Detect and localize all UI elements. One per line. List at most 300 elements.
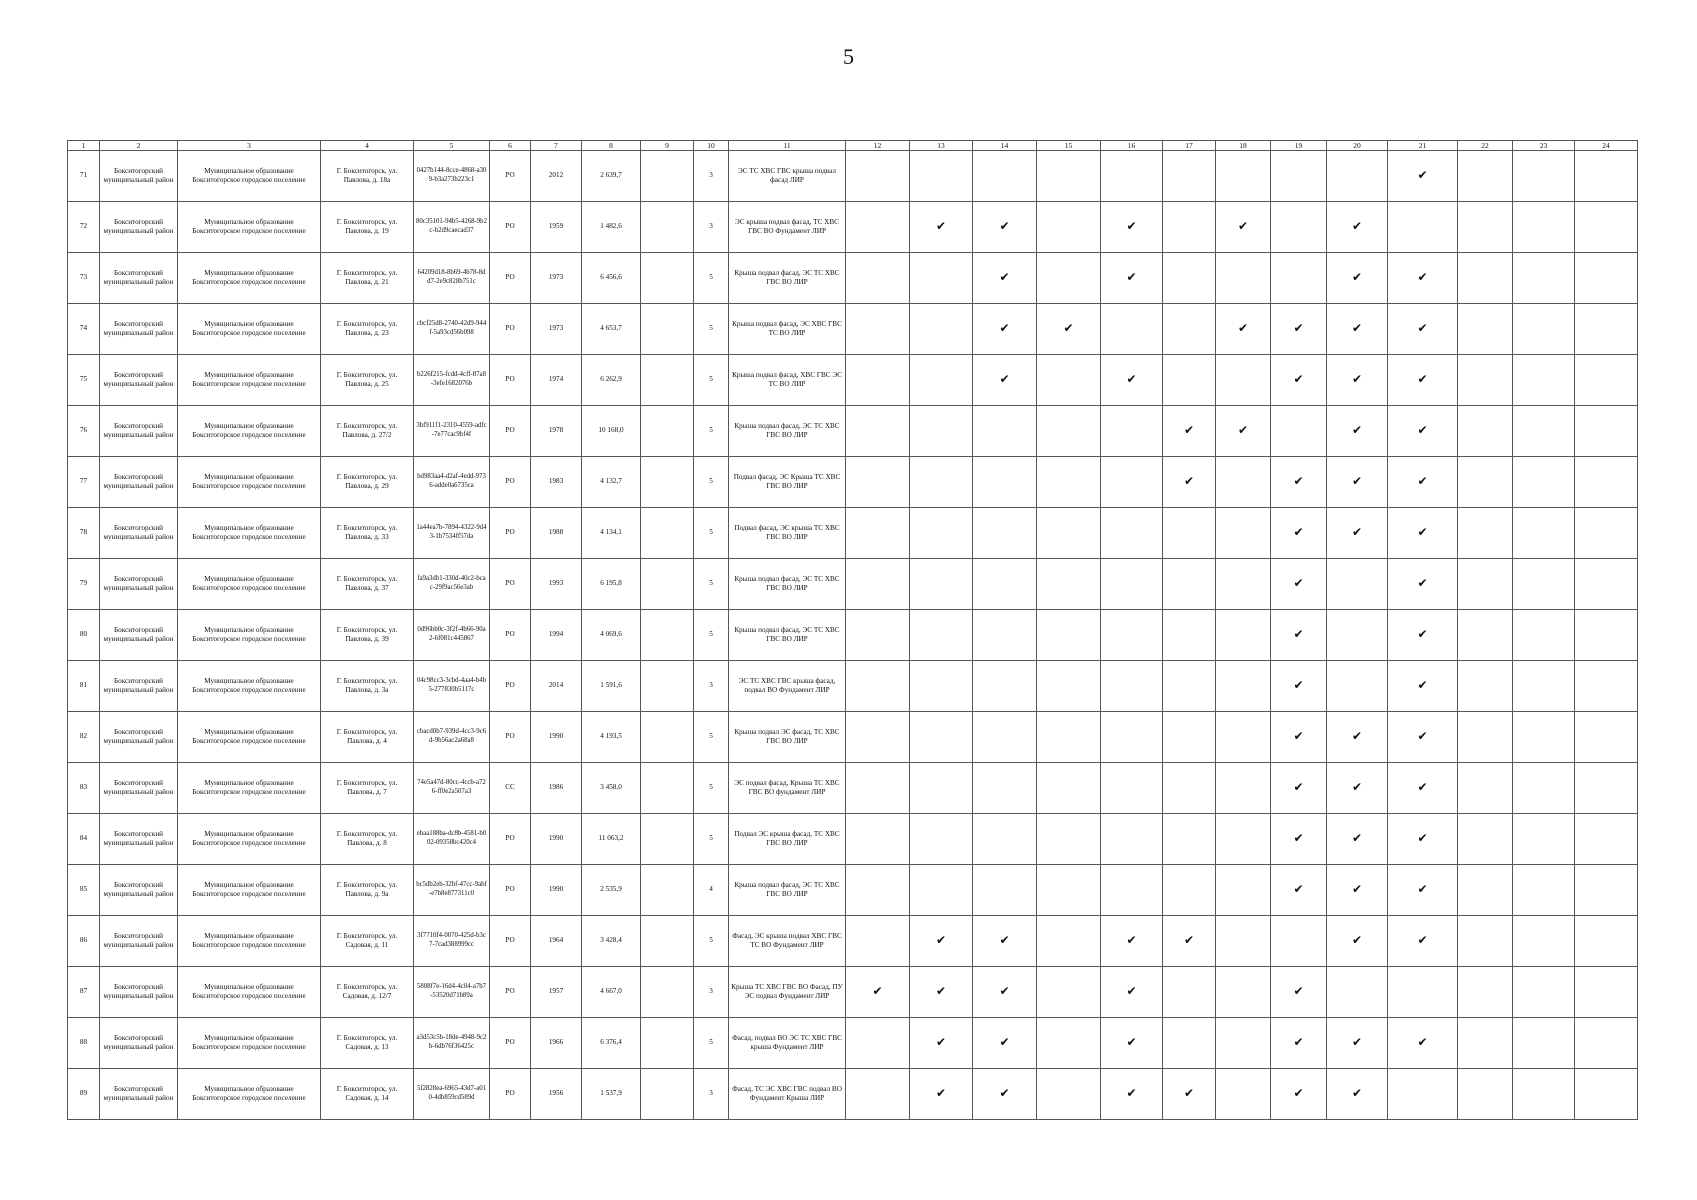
- empty-cell: [846, 1069, 910, 1120]
- build-year-cell: 1988: [531, 508, 582, 559]
- empty-cell: [1513, 814, 1575, 865]
- empty-cell: [1458, 457, 1513, 508]
- empty-cell: [973, 559, 1037, 610]
- house-code-cell: 04c98cc3-3cbd-4aa4-b4b5-277830b5117c: [414, 661, 490, 712]
- area-cell: 4 134,1: [582, 508, 641, 559]
- empty-cell: [1216, 661, 1271, 712]
- empty-cell: [1458, 916, 1513, 967]
- row-number-cell: 79: [68, 559, 100, 610]
- checkmark-icon: ✔: [1388, 559, 1458, 610]
- table-row: [68, 508, 1638, 559]
- col-9-cell: [641, 610, 694, 661]
- empty-cell: [1458, 967, 1513, 1018]
- municipality-cell: Муниципальное образование Бокситогорское городское поселение: [178, 916, 321, 967]
- row-number-cell: 84: [68, 814, 100, 865]
- column-number-cell: 7: [531, 141, 582, 151]
- col-9-cell: [641, 559, 694, 610]
- checkmark-icon: ✔: [973, 967, 1037, 1018]
- empty-cell: [1216, 457, 1271, 508]
- house-code-cell: 80c35101-94b5-4268-9b2c-b2d9caecad37: [414, 202, 490, 253]
- checkmark-icon: ✔: [846, 967, 910, 1018]
- empty-cell: [1458, 406, 1513, 457]
- empty-cell: [1216, 814, 1271, 865]
- district-cell: Бокситогорский муниципальный район: [100, 406, 178, 457]
- empty-cell: [1163, 610, 1216, 661]
- empty-cell: [846, 865, 910, 916]
- house-code-cell: bd983aa4-d2af-4edd-9736-adde0a6735ca: [414, 457, 490, 508]
- checkmark-icon: ✔: [910, 202, 973, 253]
- empty-cell: [1575, 559, 1638, 610]
- ownership-type-cell: РО: [490, 916, 531, 967]
- checkmark-icon: ✔: [973, 253, 1037, 304]
- empty-cell: [910, 661, 973, 712]
- works-list-cell: Крыша подвал фасад, ЭС ТС ХВС ГВС ВО ЛИР: [729, 865, 846, 916]
- empty-cell: [1163, 151, 1216, 202]
- municipality-cell: Муниципальное образование Бокситогорское городское поселение: [178, 763, 321, 814]
- works-list-cell: Крыша подвал фасад, ХВС ГВС ЭС ТС ВО ЛИР: [729, 355, 846, 406]
- address-cell: Г. Бокситогорск, ул. Павлова, д. 8: [321, 814, 414, 865]
- ownership-type-cell: РО: [490, 559, 531, 610]
- floors-cell: 3: [694, 661, 729, 712]
- empty-cell: [1037, 1018, 1101, 1069]
- column-number-cell: 2: [100, 141, 178, 151]
- floors-cell: 5: [694, 355, 729, 406]
- empty-cell: [1037, 559, 1101, 610]
- works-list-cell: Фасад, ЭС крыша подвал ХВС ГВС ТС ВО Фундамент ЛИР: [729, 916, 846, 967]
- ownership-type-cell: РО: [490, 610, 531, 661]
- area-cell: 1 591,6: [582, 661, 641, 712]
- ownership-type-cell: РО: [490, 151, 531, 202]
- works-list-cell: ЭС ТС ХВС ГВС крыша фасад, подвал ВО Фундамент ЛИР: [729, 661, 846, 712]
- house-code-cell: cbcf25d8-2740-42d9-944f-5a93cd56b098: [414, 304, 490, 355]
- works-list-cell: Крыша подвал фасад, ЭС ТС ХВС ГВС ВО ЛИР: [729, 406, 846, 457]
- checkmark-icon: ✔: [1327, 865, 1388, 916]
- col-9-cell: [641, 814, 694, 865]
- area-cell: 10 168,0: [582, 406, 641, 457]
- col-9-cell: [641, 661, 694, 712]
- empty-cell: [1388, 202, 1458, 253]
- empty-cell: [1458, 814, 1513, 865]
- house-code-cell: 5f2828ea-6965-43d7-a010-4db859cd589d: [414, 1069, 490, 1120]
- empty-cell: [1513, 712, 1575, 763]
- ownership-type-cell: РО: [490, 967, 531, 1018]
- table-row: [68, 559, 1638, 610]
- empty-cell: [1513, 151, 1575, 202]
- checkmark-icon: ✔: [1388, 304, 1458, 355]
- house-code-cell: 74e5a47d-80cc-4ccb-a726-ff0e2a507a3: [414, 763, 490, 814]
- empty-cell: [1037, 814, 1101, 865]
- district-cell: Бокситогорский муниципальный район: [100, 916, 178, 967]
- district-cell: Бокситогорский муниципальный район: [100, 457, 178, 508]
- address-cell: Г. Бокситогорск, ул. Садовая, д. 13: [321, 1018, 414, 1069]
- floors-cell: 5: [694, 1018, 729, 1069]
- checkmark-icon: ✔: [1271, 610, 1327, 661]
- district-cell: Бокситогорский муниципальный район: [100, 151, 178, 202]
- area-cell: 6 456,6: [582, 253, 641, 304]
- house-code-cell: 1a44ea7b-7894-4322-9d43-1b7534ff57da: [414, 508, 490, 559]
- build-year-cell: 1986: [531, 763, 582, 814]
- empty-cell: [1101, 661, 1163, 712]
- build-year-cell: 1983: [531, 457, 582, 508]
- empty-cell: [973, 406, 1037, 457]
- checkmark-icon: ✔: [1271, 304, 1327, 355]
- table-row: [68, 457, 1638, 508]
- column-number-cell: 12: [846, 141, 910, 151]
- empty-cell: [1216, 1069, 1271, 1120]
- address-cell: Г. Бокситогорск, ул. Павлова, д. 25: [321, 355, 414, 406]
- checkmark-icon: ✔: [1216, 304, 1271, 355]
- checkmark-icon: ✔: [973, 355, 1037, 406]
- empty-cell: [910, 559, 973, 610]
- table-row: [68, 355, 1638, 406]
- municipality-cell: Муниципальное образование Бокситогорское городское поселение: [178, 1018, 321, 1069]
- empty-cell: [910, 406, 973, 457]
- area-cell: 4 653,7: [582, 304, 641, 355]
- ownership-type-cell: РО: [490, 661, 531, 712]
- empty-cell: [1327, 559, 1388, 610]
- area-cell: 1 482,6: [582, 202, 641, 253]
- empty-cell: [1216, 712, 1271, 763]
- table-row: [68, 661, 1638, 712]
- empty-cell: [846, 1018, 910, 1069]
- works-list-cell: ЭС крыша подвал фасад, ТС ХВС ГВС ВО Фундамент ЛИР: [729, 202, 846, 253]
- column-number-cell: 6: [490, 141, 531, 151]
- table-row: [68, 1069, 1638, 1120]
- district-cell: Бокситогорский муниципальный район: [100, 1018, 178, 1069]
- empty-cell: [1101, 559, 1163, 610]
- district-cell: Бокситогорский муниципальный район: [100, 865, 178, 916]
- floors-cell: 5: [694, 916, 729, 967]
- checkmark-icon: ✔: [910, 1069, 973, 1120]
- empty-cell: [1575, 814, 1638, 865]
- ownership-type-cell: РО: [490, 253, 531, 304]
- empty-cell: [1037, 151, 1101, 202]
- ownership-type-cell: РО: [490, 712, 531, 763]
- checkmark-icon: ✔: [1271, 508, 1327, 559]
- floors-cell: 5: [694, 814, 729, 865]
- col-9-cell: [641, 253, 694, 304]
- row-number-cell: 81: [68, 661, 100, 712]
- table-row: [68, 865, 1638, 916]
- empty-cell: [1327, 610, 1388, 661]
- empty-cell: [1458, 661, 1513, 712]
- empty-cell: [910, 253, 973, 304]
- empty-cell: [1163, 508, 1216, 559]
- checkmark-icon: ✔: [1388, 508, 1458, 559]
- works-list-cell: Подвал ЭС крыша фасад, ТС ХВС ГВС ВО ЛИР: [729, 814, 846, 865]
- address-cell: Г. Бокситогорск, ул. Павлова, д. 4: [321, 712, 414, 763]
- ownership-type-cell: РО: [490, 814, 531, 865]
- area-cell: 11 063,2: [582, 814, 641, 865]
- checkmark-icon: ✔: [1037, 304, 1101, 355]
- checkmark-icon: ✔: [1388, 253, 1458, 304]
- empty-cell: [1037, 508, 1101, 559]
- empty-cell: [1163, 559, 1216, 610]
- row-number-cell: 83: [68, 763, 100, 814]
- address-cell: Г. Бокситогорск, ул. Павлова, д. 23: [321, 304, 414, 355]
- empty-cell: [1513, 457, 1575, 508]
- checkmark-icon: ✔: [1388, 814, 1458, 865]
- house-code-cell: a3d53c5b-18de-4948-9c2b-6db76f36425c: [414, 1018, 490, 1069]
- empty-cell: [910, 865, 973, 916]
- empty-cell: [1037, 916, 1101, 967]
- empty-cell: [973, 610, 1037, 661]
- address-cell: Г. Бокситогорск, ул. Павлова, д. 37: [321, 559, 414, 610]
- floors-cell: 5: [694, 304, 729, 355]
- build-year-cell: 2014: [531, 661, 582, 712]
- empty-cell: [846, 355, 910, 406]
- row-number-cell: 76: [68, 406, 100, 457]
- checkmark-icon: ✔: [1101, 355, 1163, 406]
- empty-cell: [1513, 559, 1575, 610]
- municipality-cell: Муниципальное образование Бокситогорское городское поселение: [178, 304, 321, 355]
- empty-cell: [973, 865, 1037, 916]
- empty-cell: [1216, 865, 1271, 916]
- house-code-cell: 0427b144-8cce-4868-a309-b3a273b223c1: [414, 151, 490, 202]
- floors-cell: 3: [694, 151, 729, 202]
- checkmark-icon: ✔: [1271, 865, 1327, 916]
- empty-cell: [1037, 406, 1101, 457]
- row-number-cell: 73: [68, 253, 100, 304]
- address-cell: Г. Бокситогорск, ул. Садовая, д. 14: [321, 1069, 414, 1120]
- empty-cell: [910, 457, 973, 508]
- address-cell: Г. Бокситогорск, ул. Павлова, д. 29: [321, 457, 414, 508]
- works-list-cell: ЭС подвал фасад, Крыша ТС ХВС ГВС ВО фундамент ЛИР: [729, 763, 846, 814]
- municipality-cell: Муниципальное образование Бокситогорское городское поселение: [178, 457, 321, 508]
- empty-cell: [1388, 1069, 1458, 1120]
- works-list-cell: Крыша подвал фасад, ЭС ХВС ГВС ТС ВО ЛИР: [729, 304, 846, 355]
- empty-cell: [1163, 355, 1216, 406]
- checkmark-icon: ✔: [1327, 1018, 1388, 1069]
- table-row: [68, 712, 1638, 763]
- empty-cell: [1458, 865, 1513, 916]
- row-number-cell: 88: [68, 1018, 100, 1069]
- checkmark-icon: ✔: [1163, 457, 1216, 508]
- row-number-cell: 86: [68, 916, 100, 967]
- table-row: [68, 253, 1638, 304]
- checkmark-icon: ✔: [1327, 1069, 1388, 1120]
- build-year-cell: 1978: [531, 406, 582, 457]
- checkmark-icon: ✔: [1271, 1018, 1327, 1069]
- empty-cell: [846, 202, 910, 253]
- empty-cell: [1513, 865, 1575, 916]
- column-number-cell: 23: [1513, 141, 1575, 151]
- checkmark-icon: ✔: [1327, 814, 1388, 865]
- column-number-cell: 11: [729, 141, 846, 151]
- checkmark-icon: ✔: [1101, 967, 1163, 1018]
- works-list-cell: Подвал фасад, ЭС крыша ТС ХВС ГВС ВО ЛИР: [729, 508, 846, 559]
- empty-cell: [846, 406, 910, 457]
- district-cell: Бокситогорский муниципальный район: [100, 610, 178, 661]
- checkmark-icon: ✔: [973, 304, 1037, 355]
- checkmark-icon: ✔: [1271, 763, 1327, 814]
- floors-cell: 5: [694, 253, 729, 304]
- column-number-cell: 8: [582, 141, 641, 151]
- empty-cell: [1037, 763, 1101, 814]
- address-cell: Г. Бокситогорск, ул. Павлова, д. 19: [321, 202, 414, 253]
- empty-cell: [1458, 763, 1513, 814]
- ownership-type-cell: РО: [490, 304, 531, 355]
- row-number-cell: 71: [68, 151, 100, 202]
- checkmark-icon: ✔: [1388, 151, 1458, 202]
- column-number-cell: 19: [1271, 141, 1327, 151]
- empty-cell: [1037, 661, 1101, 712]
- col-9-cell: [641, 1069, 694, 1120]
- col-9-cell: [641, 355, 694, 406]
- house-code-cell: 5808f7e-16d4-4c04-a7b7-53520d71b89a: [414, 967, 490, 1018]
- address-cell: Г. Бокситогорск, ул. Павлова, д. 18а: [321, 151, 414, 202]
- empty-cell: [1101, 457, 1163, 508]
- column-number-cell: 21: [1388, 141, 1458, 151]
- column-number-cell: 18: [1216, 141, 1271, 151]
- empty-cell: [1513, 1018, 1575, 1069]
- floors-cell: 3: [694, 967, 729, 1018]
- house-code-cell: 3f7710f4-0070-425d-b3c7-7cad388999cc: [414, 916, 490, 967]
- build-year-cell: 1973: [531, 304, 582, 355]
- empty-cell: [846, 151, 910, 202]
- column-number-cell: 13: [910, 141, 973, 151]
- empty-cell: [1037, 865, 1101, 916]
- district-cell: Бокситогорский муниципальный район: [100, 712, 178, 763]
- column-number-cell: 22: [1458, 141, 1513, 151]
- empty-cell: [1458, 151, 1513, 202]
- checkmark-icon: ✔: [1271, 712, 1327, 763]
- column-number-cell: 1: [68, 141, 100, 151]
- row-number-cell: 72: [68, 202, 100, 253]
- empty-cell: [1458, 1018, 1513, 1069]
- checkmark-icon: ✔: [1327, 355, 1388, 406]
- empty-cell: [1216, 916, 1271, 967]
- empty-cell: [1101, 865, 1163, 916]
- col-9-cell: [641, 1018, 694, 1069]
- ownership-type-cell: РО: [490, 202, 531, 253]
- floors-cell: 3: [694, 202, 729, 253]
- municipality-cell: Муниципальное образование Бокситогорское городское поселение: [178, 151, 321, 202]
- empty-cell: [846, 253, 910, 304]
- checkmark-icon: ✔: [1101, 202, 1163, 253]
- empty-cell: [846, 814, 910, 865]
- municipality-cell: Муниципальное образование Бокситогорское городское поселение: [178, 865, 321, 916]
- checkmark-icon: ✔: [1327, 406, 1388, 457]
- col-9-cell: [641, 508, 694, 559]
- district-cell: Бокситогорский муниципальный район: [100, 814, 178, 865]
- empty-cell: [1575, 1069, 1638, 1120]
- house-code-cell: 64209d18-8b69-4b78-8dd7-2e9c828b751c: [414, 253, 490, 304]
- checkmark-icon: ✔: [1271, 967, 1327, 1018]
- col-9-cell: [641, 712, 694, 763]
- empty-cell: [1216, 355, 1271, 406]
- checkmark-icon: ✔: [910, 1018, 973, 1069]
- house-code-cell: 3bf911f1-2310-4559-adfc-7e77cac9bf4f: [414, 406, 490, 457]
- column-number-cell: 9: [641, 141, 694, 151]
- ownership-type-cell: РО: [490, 406, 531, 457]
- empty-cell: [1037, 202, 1101, 253]
- empty-cell: [1575, 865, 1638, 916]
- column-number-cell: 10: [694, 141, 729, 151]
- checkmark-icon: ✔: [1388, 712, 1458, 763]
- empty-cell: [1575, 202, 1638, 253]
- district-cell: Бокситогорский муниципальный район: [100, 661, 178, 712]
- district-cell: Бокситогорский муниципальный район: [100, 967, 178, 1018]
- empty-cell: [1513, 355, 1575, 406]
- empty-cell: [1458, 355, 1513, 406]
- empty-cell: [1513, 916, 1575, 967]
- empty-cell: [1163, 763, 1216, 814]
- area-cell: 2 535,9: [582, 865, 641, 916]
- empty-cell: [1163, 661, 1216, 712]
- build-year-cell: 1964: [531, 916, 582, 967]
- area-cell: 6 376,4: [582, 1018, 641, 1069]
- works-list-cell: Подвал фасад, ЭС Крыша ТС ХВС ГВС ВО ЛИР: [729, 457, 846, 508]
- empty-cell: [1216, 559, 1271, 610]
- col-9-cell: [641, 304, 694, 355]
- municipality-cell: Муниципальное образование Бокситогорское городское поселение: [178, 355, 321, 406]
- empty-cell: [1327, 967, 1388, 1018]
- works-list-cell: Фасад, подвал ВО ЭС ТС ХВС ГВС крыша Фундамент ЛИР: [729, 1018, 846, 1069]
- checkmark-icon: ✔: [1327, 253, 1388, 304]
- works-list-cell: Фасад, ТС ЭС ХВС ГВС подвал ВО Фундамент Крыша ЛИР: [729, 1069, 846, 1120]
- table-row: [68, 916, 1638, 967]
- checkmark-icon: ✔: [1327, 763, 1388, 814]
- empty-cell: [1101, 151, 1163, 202]
- municipality-cell: Муниципальное образование Бокситогорское городское поселение: [178, 202, 321, 253]
- empty-cell: [1101, 814, 1163, 865]
- area-cell: 4 132,7: [582, 457, 641, 508]
- floors-cell: 3: [694, 1069, 729, 1120]
- col-9-cell: [641, 457, 694, 508]
- empty-cell: [1458, 253, 1513, 304]
- checkmark-icon: ✔: [1388, 406, 1458, 457]
- column-number-cell: 17: [1163, 141, 1216, 151]
- empty-cell: [910, 763, 973, 814]
- floors-cell: 4: [694, 865, 729, 916]
- checkmark-icon: ✔: [1163, 1069, 1216, 1120]
- checkmark-icon: ✔: [1101, 1069, 1163, 1120]
- municipality-cell: Муниципальное образование Бокситогорское городское поселение: [178, 814, 321, 865]
- checkmark-icon: ✔: [1271, 1069, 1327, 1120]
- empty-cell: [1575, 508, 1638, 559]
- checkmark-icon: ✔: [1388, 916, 1458, 967]
- checkmark-icon: ✔: [1216, 202, 1271, 253]
- table-row: [68, 151, 1638, 202]
- empty-cell: [1037, 355, 1101, 406]
- column-number-cell: 14: [973, 141, 1037, 151]
- floors-cell: 5: [694, 712, 729, 763]
- empty-cell: [1575, 1018, 1638, 1069]
- checkmark-icon: ✔: [1271, 355, 1327, 406]
- empty-cell: [1163, 814, 1216, 865]
- empty-cell: [1271, 406, 1327, 457]
- area-cell: 2 639,7: [582, 151, 641, 202]
- address-cell: Г. Бокситогорск, ул. Павлова, д. 7: [321, 763, 414, 814]
- empty-cell: [846, 559, 910, 610]
- empty-cell: [1216, 1018, 1271, 1069]
- empty-cell: [846, 712, 910, 763]
- build-year-cell: 1990: [531, 814, 582, 865]
- checkmark-icon: ✔: [910, 967, 973, 1018]
- checkmark-icon: ✔: [1101, 253, 1163, 304]
- empty-cell: [973, 763, 1037, 814]
- empty-cell: [1163, 712, 1216, 763]
- municipality-cell: Муниципальное образование Бокситогорское городское поселение: [178, 610, 321, 661]
- row-number-cell: 80: [68, 610, 100, 661]
- floors-cell: 5: [694, 406, 729, 457]
- row-number-cell: 82: [68, 712, 100, 763]
- area-cell: 4 193,5: [582, 712, 641, 763]
- address-cell: Г. Бокситогорск, ул. Павлова, д. 33: [321, 508, 414, 559]
- empty-cell: [1575, 253, 1638, 304]
- empty-cell: [1163, 202, 1216, 253]
